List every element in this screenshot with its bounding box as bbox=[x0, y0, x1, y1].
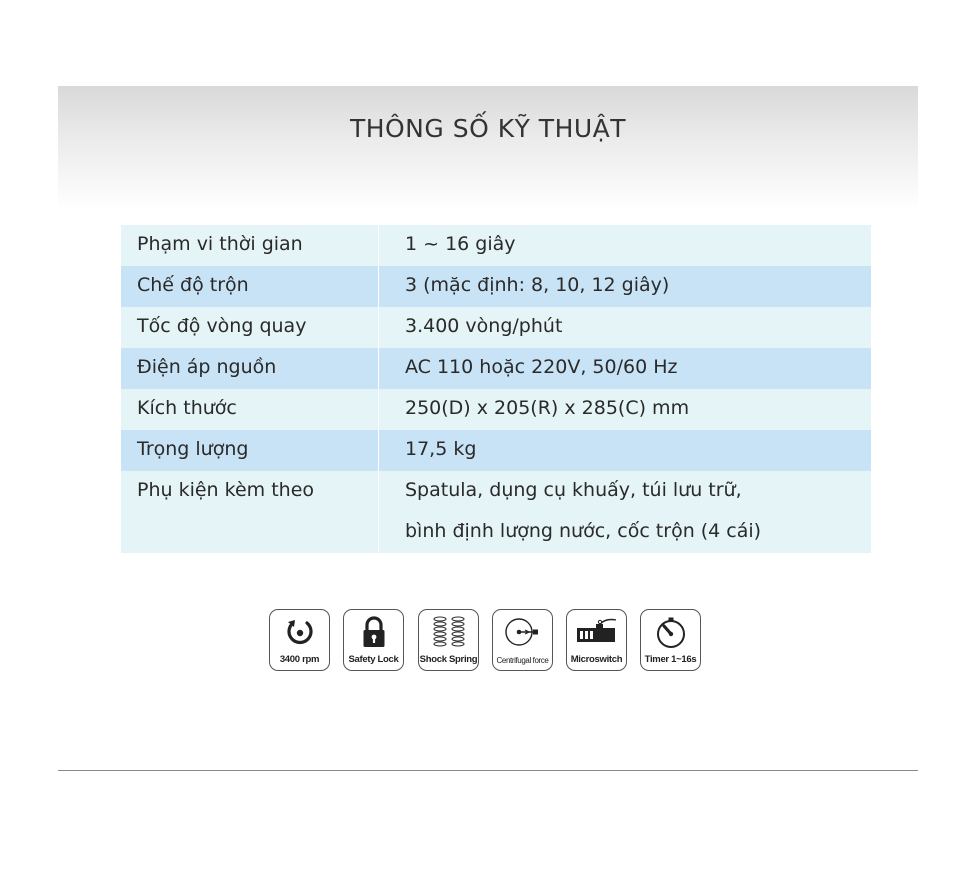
spec-value: 3 (mặc định: 8, 10, 12 giây) bbox=[379, 266, 872, 307]
spec-label: Phạm vi thời gian bbox=[121, 225, 379, 266]
spec-row bbox=[121, 307, 871, 348]
spec-label: Điện áp nguồn bbox=[121, 348, 379, 389]
feature-badge-centrifugal: Centrifugal force bbox=[492, 609, 553, 671]
spec-row bbox=[121, 471, 871, 553]
feature-badge-timer: Timer 1~16s bbox=[640, 609, 701, 671]
spec-value: 3.400 vòng/phút bbox=[379, 307, 872, 348]
header-band bbox=[58, 86, 918, 210]
page-title: THÔNG SỐ KỸ THUẬT bbox=[349, 114, 627, 143]
feature-badge-rpm: 3400 rpm bbox=[269, 609, 330, 671]
spec-row bbox=[121, 430, 871, 471]
feature-badge-lock: Safety Lock bbox=[343, 609, 404, 671]
spec-row bbox=[121, 348, 871, 389]
spec-value: 250(D) x 205(R) x 285(C) mm bbox=[379, 389, 872, 430]
spring-icon bbox=[419, 614, 478, 652]
spec-value: Spatula, dụng cụ khuấy, túi lưu trữ, bình định lượng nước, cốc trộn (4 cái) bbox=[379, 471, 872, 553]
feature-badge-spring: Shock Spring bbox=[418, 609, 479, 671]
spec-value: 17,5 kg bbox=[379, 430, 872, 471]
spec-table bbox=[121, 225, 871, 553]
timer-icon bbox=[641, 614, 700, 652]
rotation-icon bbox=[270, 614, 329, 652]
spec-value: AC 110 hoặc 220V, 50/60 Hz bbox=[379, 348, 872, 389]
centrifugal-icon bbox=[493, 614, 552, 652]
spec-row bbox=[121, 266, 871, 307]
divider bbox=[58, 770, 918, 771]
spec-label: Phụ kiện kèm theo bbox=[121, 471, 379, 553]
spec-label: Trọng lượng bbox=[121, 430, 379, 471]
spec-label: Kích thước bbox=[121, 389, 379, 430]
feature-badge-microswitch: Microswitch bbox=[566, 609, 627, 671]
spec-row bbox=[121, 225, 871, 266]
lock-icon bbox=[344, 614, 403, 652]
spec-label: Tốc độ vòng quay bbox=[121, 307, 379, 348]
spec-row bbox=[121, 389, 871, 430]
microswitch-icon bbox=[567, 614, 626, 652]
spec-label: Chế độ trộn bbox=[121, 266, 379, 307]
spec-value: 1 ~ 16 giây bbox=[379, 225, 872, 266]
